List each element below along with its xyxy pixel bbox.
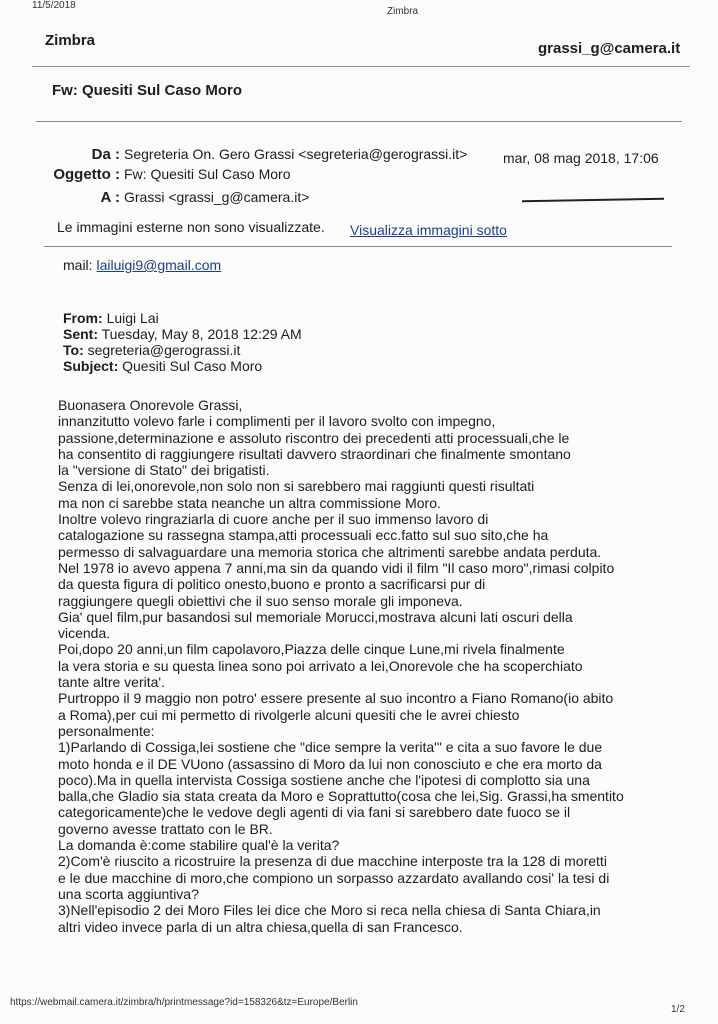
body-line: Poi,dopo 20 anni,un film capolavoro,Piazza delle cinque Lune,mi rivela finalmente — [58, 641, 565, 658]
body-line: Purtroppo il 9 maggio non potro' essere presente al suo incontro a Fiano Romano(io abito — [58, 690, 614, 707]
body-line: Senza di lei,onorevole,non solo non si sarebbero mai raggiunti questi risultati — [58, 478, 535, 495]
body-line: la "versione di Stato" dei brigatisti. — [58, 462, 270, 479]
header-from-row — [50, 146, 467, 163]
mail-label: mail: — [63, 257, 93, 273]
from-label: Da : — [91, 146, 120, 163]
body-line: La domanda è:come stabilire qual'è la verita? — [58, 837, 340, 854]
body-line: innanzitutto volevo farle i complimenti per il lavoro svolto con impegno, — [58, 413, 496, 430]
body-line: vicenda. — [58, 625, 111, 642]
body-line: a Roma),per cui mi permetto di rivolgerle alcuni quesiti che le avrei chiesto — [58, 706, 520, 723]
subject-label: Oggetto : — [53, 166, 120, 183]
header-subject-row — [50, 166, 291, 183]
body-line: catalogazione su rassegna stampa,atti processuali ecc.fatto sul suo sito,che ha — [58, 527, 549, 544]
body-line: tante altre verita'. — [58, 674, 165, 691]
fwd-from-value: Luigi Lai — [106, 310, 159, 326]
body-line: altri video invece parla di un altra chiesa,quella di san Francesco. — [58, 918, 463, 935]
body-line: passione,determinazione e assoluto riscontro dei precedenti atti processuali,che le — [58, 429, 570, 446]
show-images-link[interactable]: Visualizza immagini sotto — [350, 222, 507, 238]
body-line: la vera storia e su questa linea sono poi arrivato a lei,Onorevole che ha scoperchiato — [58, 657, 583, 674]
fwd-subject-row — [63, 358, 302, 374]
print-date: 11/5/2018 — [32, 0, 76, 11]
body-line: 1)Parlando di Cossiga,lei sostiene che "dice sempre la verita'" e cita a suo favore le due — [58, 739, 603, 756]
fwd-subject-value: Quesiti Sul Caso Moro — [122, 358, 263, 374]
title-divider — [36, 121, 682, 122]
zimbra-logo-text: Zimbra — [45, 32, 96, 49]
fwd-to-label: To: — [63, 342, 84, 358]
body-line: Nel 1978 io avevo appena 7 anni,ma sin da quando vidi il film "Il caso moro",rimasi colpito — [58, 559, 615, 576]
body-line: 2)Com'è riuscito a ricostruire la presenza di due macchine interposte tra la 128 di moretti — [58, 853, 607, 870]
message-body — [58, 397, 698, 935]
images-notice: Le immagini esterne non sono visualizzate. — [57, 219, 325, 235]
body-line: Inoltre volevo ringraziarla di cuore anche per il suo immenso lavoro di — [58, 511, 489, 528]
body-line: ma non ci sarebbe stata neanche un altra commissione Moro. — [58, 494, 441, 511]
page-number: 1/2 — [671, 1004, 685, 1015]
body-line: Buonasera Onorevole Grassi, — [58, 397, 243, 413]
brand-divider — [32, 66, 690, 67]
message-title: Fw: Quesiti Sul Caso Moro — [52, 82, 243, 99]
fwd-from-label: From: — [63, 310, 103, 326]
header-to-row — [50, 189, 309, 206]
body-line: 3)Nell'episodio 2 dei Moro Files lei dice che Moro si reca nella chiesa di Santa Chiara,in — [58, 902, 601, 919]
fwd-to-value: segreteria@gerograssi.it — [87, 342, 241, 358]
body-line: e le due macchine di moro,che compiono un sorpasso azzardato avallando cosi' la tesi di — [58, 869, 610, 886]
body-line: da questa figura di politico onesto,buono e pronto a sacrificarsi pur di — [58, 576, 486, 593]
print-url: https://webmail.camera.it/zimbra/h/printmessage?id=158326&tz=Europe/Berlin — [10, 997, 358, 1008]
from-value: Segreteria On. Gero Grassi <segreteria@gerograssi.it> — [124, 146, 468, 162]
fwd-sent-label: Sent: — [63, 326, 98, 342]
body-line: personalmente: — [58, 722, 155, 739]
message-date: mar, 08 mag 2018, 17:06 — [503, 150, 659, 166]
body-line: moto honda e il DE VUono (assassino di Moro da lui non conosciuto e che era morto da — [58, 755, 602, 772]
fwd-to-row — [63, 342, 302, 358]
subject-value: Fw: Quesiti Sul Caso Moro — [124, 166, 291, 182]
body-line: balla,che Gladio sia stata creata da Moro e Soprattutto(cosa che lei,Sig. Grassi,ha smentito — [58, 788, 624, 805]
body-line: Gia' quel film,pur basandosi sul memoriale Morucci,mostrava alcuni lati oscuri della — [58, 608, 573, 625]
fwd-subject-label: Subject: — [63, 358, 119, 374]
forwarded-headers — [63, 310, 302, 374]
account-email: grassi_g@camera.it — [538, 40, 681, 57]
body-line: poco).Ma in quella intervista Cossiga sostiene anche che l'ipotesi di complotto sia una — [58, 771, 590, 788]
to-value: Grassi <grassi_g@camera.it> — [124, 189, 310, 205]
body-line: permesso di salvaguardare una memoria storica che altrimenti sarebbe andata perduta. — [58, 543, 602, 560]
body-line: raggiungere quegli obiettivi che il suo senso morale gli imponeva. — [58, 592, 463, 609]
body-line: una scorta aggiuntiva? — [58, 885, 199, 902]
mail-address-link[interactable]: lailuigi9@gmail.com — [96, 257, 222, 273]
print-app-name: Zimbra — [387, 6, 419, 17]
body-line: governo avesse trattato con le BR. — [58, 820, 273, 837]
fwd-from-row — [63, 310, 302, 326]
fwd-sent-row — [63, 326, 302, 342]
body-line: ha consentito di raggiungere risultati davvero straordinari che finalmente smontano — [58, 445, 571, 462]
handwritten-underline — [522, 198, 664, 202]
body-line: categoricamente)che le vedove degli agenti di via fani si sarebbero date fuoco se il — [58, 804, 571, 821]
header-divider — [44, 246, 672, 247]
to-label: A : — [100, 189, 120, 206]
fwd-sent-value: Tuesday, May 8, 2018 12:29 AM — [101, 326, 302, 342]
mail-line — [63, 257, 221, 273]
